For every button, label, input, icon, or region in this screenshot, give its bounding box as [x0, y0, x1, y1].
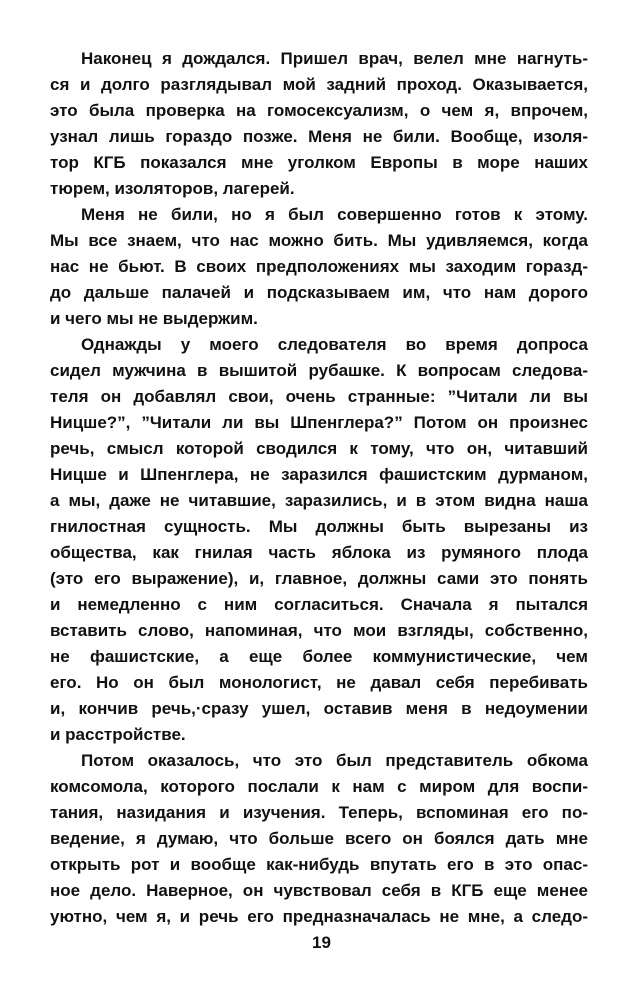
- body-text: [50, 46, 588, 930]
- text-line: комсомола, которого послали к нам с миром для воспи-: [50, 777, 588, 796]
- text-line: и чего мы не выдержим.: [50, 309, 258, 328]
- text-line: это была проверка на гомосексуализм, о чем я, впрочем,: [50, 101, 588, 120]
- text-line: тор КГБ показался мне уголком Европы в море наших: [50, 153, 588, 172]
- text-line: и немедленно с ним согласиться. Сначала я пытался: [50, 595, 588, 614]
- text-line: ся и долго разглядывал мой задний проход. Оказывается,: [50, 75, 588, 94]
- text-line: речь, смысл которой сводился к тому, что он, читавший: [50, 439, 588, 458]
- text-line: уютно, чем я, и речь его предназначалась не мне, а следо-: [50, 907, 588, 926]
- text-line: Потом оказалось, что это был представитель обкома: [81, 751, 588, 770]
- text-line: узнал лишь гораздо позже. Меня не били. Вообще, изоля-: [50, 127, 588, 146]
- text-line: открыть рот и вообще как-нибудь впутать его в это опас-: [50, 855, 588, 874]
- text-line: сидел мужчина в вышитой рубашке. К вопросам следова-: [50, 361, 588, 380]
- text-line: не фашистские, а еще более коммунистические, чем: [50, 647, 588, 666]
- text-line: тания, назидания и изучения. Теперь, вспоминая его по-: [50, 803, 588, 822]
- page-number: 19: [312, 933, 331, 952]
- text-line: и, кончив речь,·сразу ушел, оставив меня в недоумении: [50, 699, 588, 718]
- text-line: ведение, я думаю, что больше всего он боялся дать мне: [50, 829, 588, 848]
- text-line: и расстройстве.: [50, 725, 186, 744]
- text-line: его. Но он был монологист, не давал себя перебивать: [50, 673, 588, 692]
- text-line: гнилостная сущность. Мы должны быть вырезаны из: [50, 517, 588, 536]
- text-line: вставить слово, напоминая, что мои взгляды, собственно,: [50, 621, 588, 640]
- text-line: Меня не били, но я был совершенно готов к этому.: [81, 205, 588, 224]
- text-line: нас не бьют. В своих предположениях мы заходим горазд-: [50, 257, 588, 276]
- text-line: общества, как гнилая часть яблока из румяного плода: [50, 543, 588, 562]
- text-line: Ницше?”, ”Читали ли вы Шпенглера?” Потом он произнес: [50, 413, 588, 432]
- text-line: Наконец я дождался. Пришел врач, велел мне нагнуть-: [81, 49, 588, 68]
- text-line: до дальше палачей и подсказываем им, что нам дорого: [50, 283, 588, 302]
- text-line: а мы, даже не читавшие, заразились, и в этом видна наша: [50, 491, 588, 510]
- text-line: Ницше и Шпенглера, не заразился фашистским дурманом,: [50, 465, 588, 484]
- text-line: Однажды у моего следователя во время допроса: [81, 335, 588, 354]
- text-line: Мы все знаем, что нас можно бить. Мы удивляемся, когда: [50, 231, 588, 250]
- text-line: (это его выражение), и, главное, должны сами это понять: [50, 569, 588, 588]
- text-line: теля он добавлял свои, очень странные: ”Читали ли вы: [50, 387, 588, 406]
- text-line: тюрем, изоляторов, лагерей.: [50, 179, 295, 198]
- text-line: ное дело. Наверное, он чувствовал себя в КГБ еще менее: [50, 881, 588, 900]
